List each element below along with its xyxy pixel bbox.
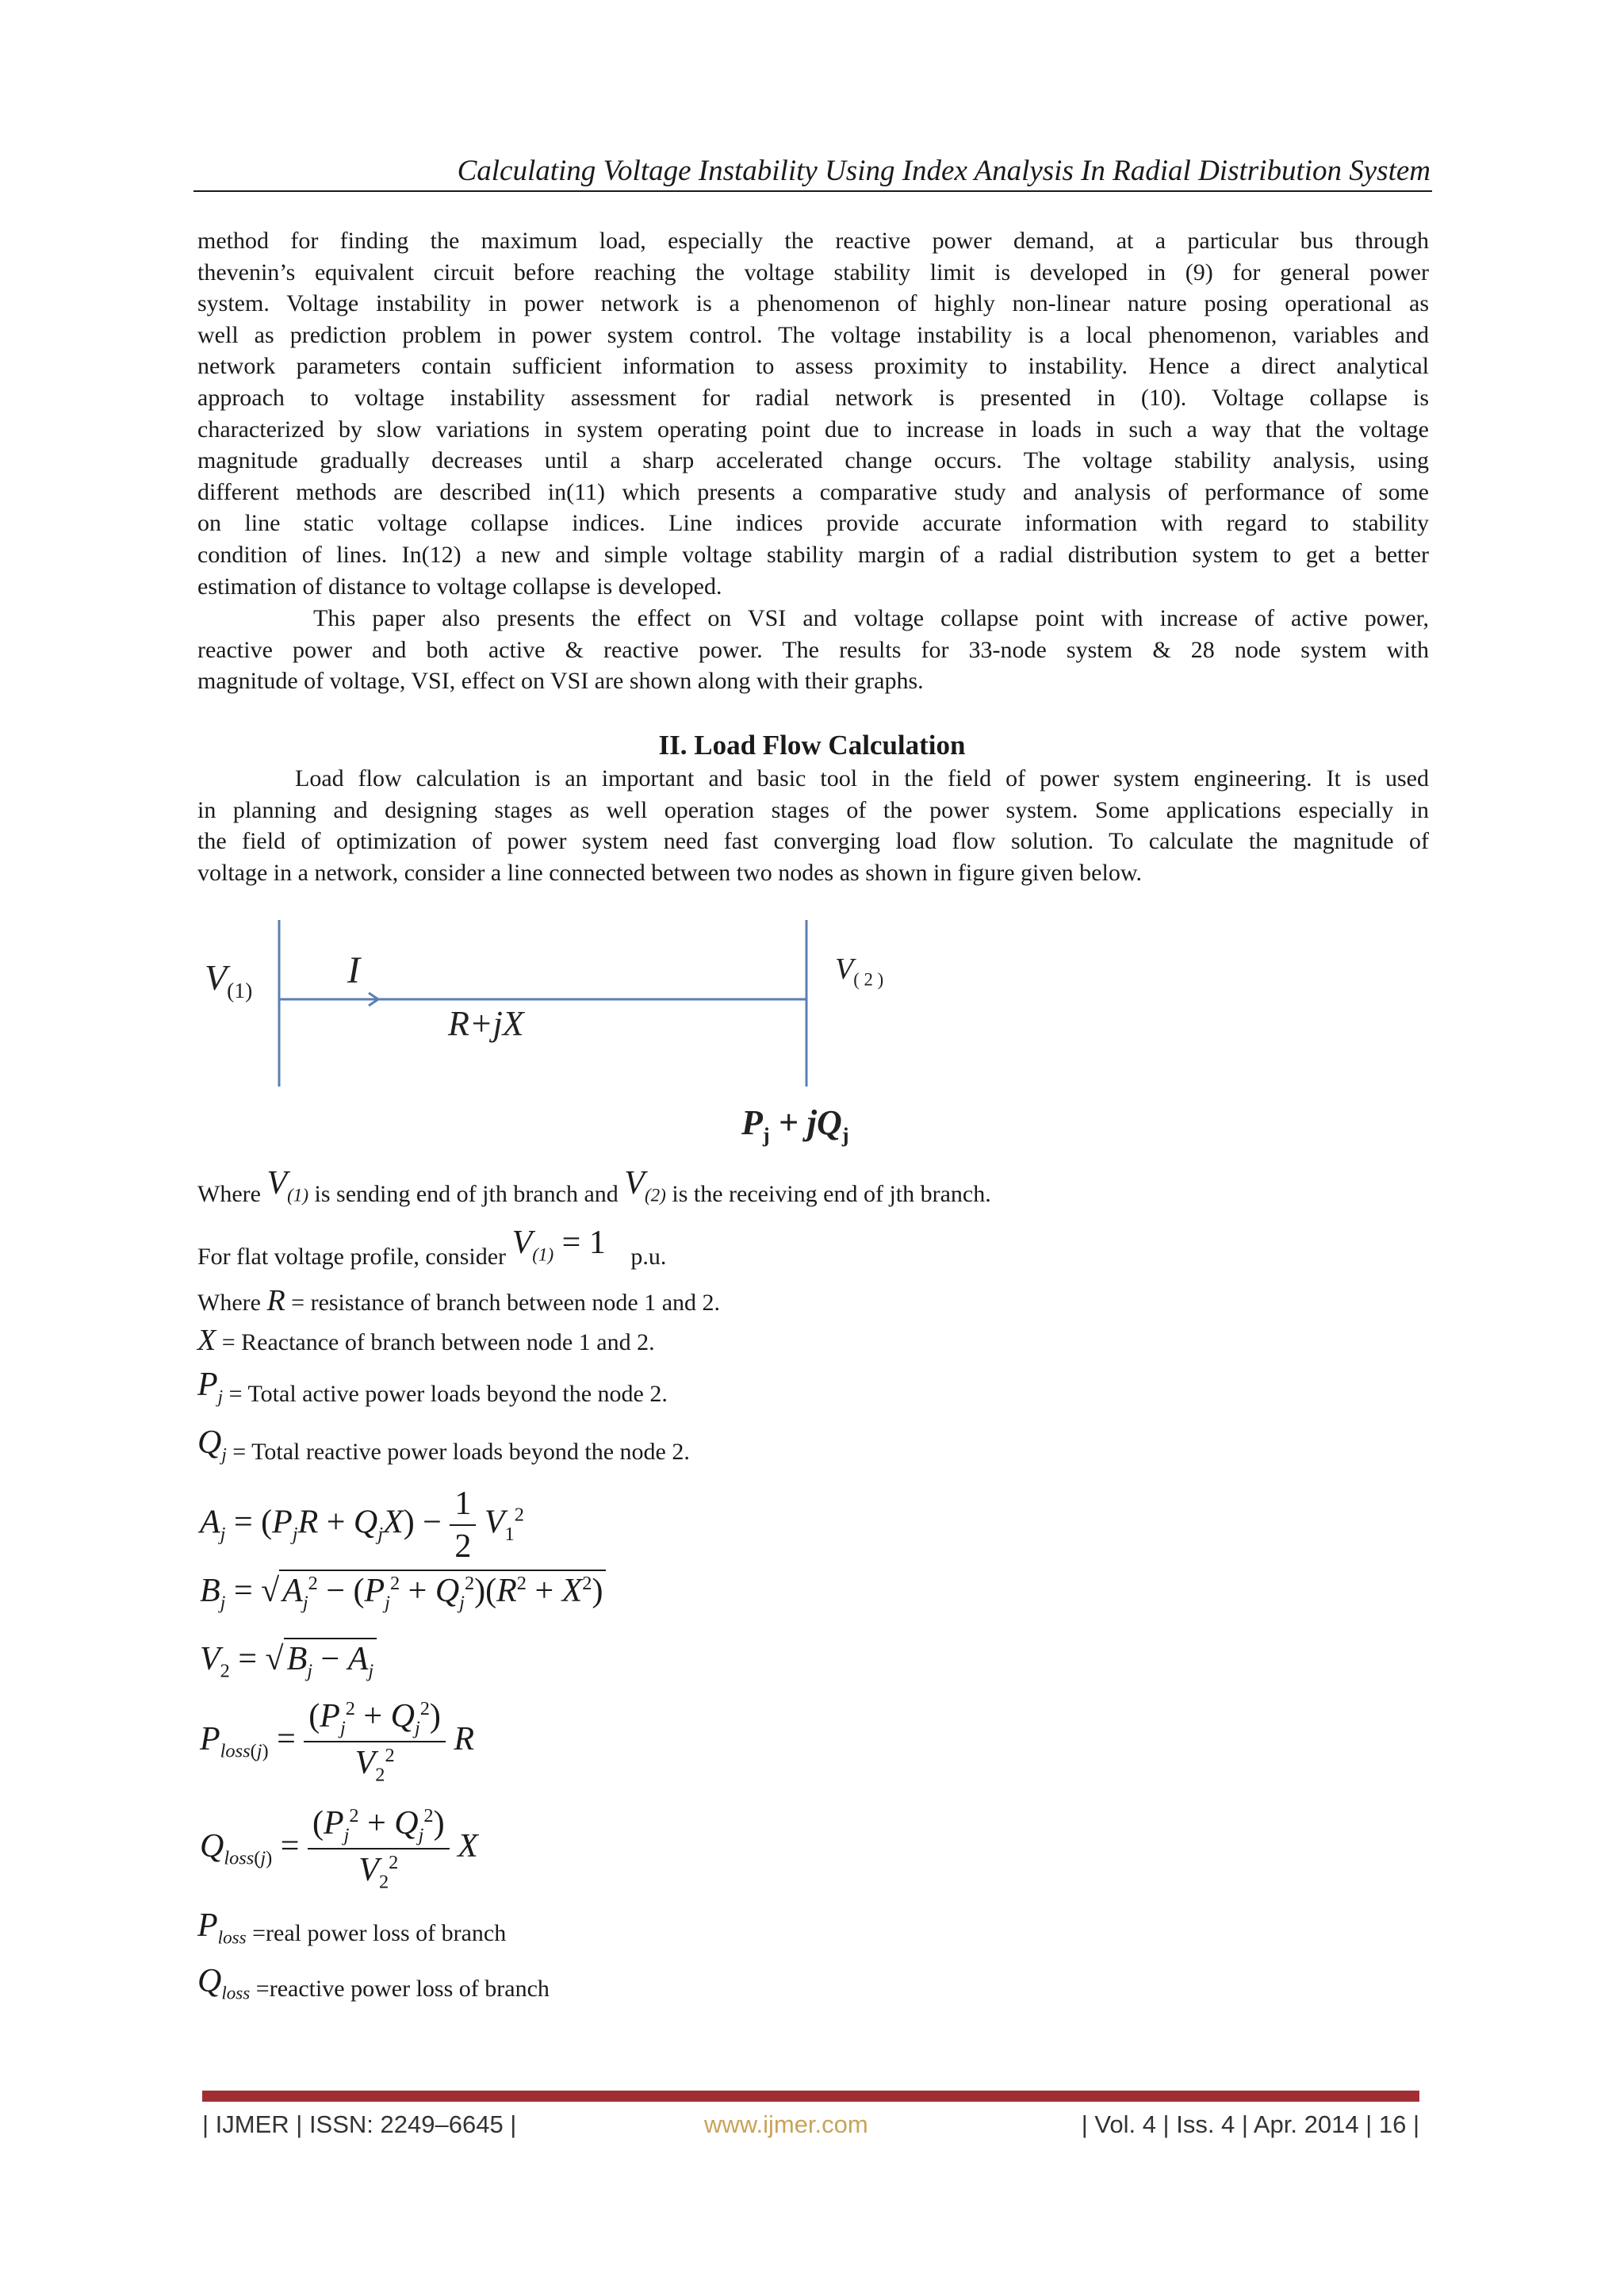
qloss-def-line: $Q_{loss}$ =reactive power loss of branch — [197, 1963, 550, 2003]
header-rule — [193, 190, 1432, 192]
text-line: method for finding the maximum load, especially the reactive power demand, at a particular bus through — [197, 228, 1429, 254]
text-line: on line static voltage collapse indices. Line indices provide accurate information with regard to stability — [197, 510, 1429, 537]
text-line: different methods are described in(11) which presents a comparative study and analysis of performance of some — [197, 478, 1429, 505]
loadflow-paragraph — [197, 763, 1429, 888]
eq-aj: $A_j = (P_jR + Q_jX)$ − $\frac{1}{2}$ $V_1^2$ — [200, 1485, 524, 1565]
text-line: thevenin’s equivalent circuit before reaching the voltage stability limit is developed in (9) for general power — [197, 259, 1429, 286]
eq-bj: $B_j = √A_j^2 - (P_j^2 + Q_j^2)(R^2 + X^2)$ — [200, 1572, 606, 1614]
r-def-line: Where R = resistance of branch between node 1 and 2. — [197, 1284, 721, 1317]
current-label: I — [347, 949, 360, 991]
where-v-line: Where $V_{(1)}$ is sending end of jth branch and $V_{(2)}$ is the receiving end of jth branch. — [197, 1165, 991, 1207]
text-line: magnitude of voltage, VSI, effect on VSI are shown along with their graphs. — [197, 668, 924, 695]
text-line: in planning and designing stages as well operation stages of the power system. Some applications especially in — [197, 796, 1429, 823]
footer-website-link[interactable]: www.ijmer.com — [704, 2110, 868, 2138]
text-line: system. Voltage instability in power network is a phenomenon of highly non-linear nature posing operational as — [197, 290, 1429, 317]
running-header: Calculating Voltage Instability Using Index Analysis In Radial Distribution System — [457, 155, 1431, 187]
ploss-def-line: $P_{loss}$ =real power loss of branch — [197, 1907, 507, 1948]
intro-paragraph — [197, 225, 1429, 602]
text-line: estimation of distance to voltage collapse is developed. — [197, 573, 722, 600]
text-line: Load flow calculation is an important and basic tool in the field of power system engineering. It is used — [295, 765, 1429, 792]
text-line: well as prediction problem in power system control. The voltage instability is a local phenomenon, variables and — [197, 321, 1429, 348]
v2-symbol: $V_{(2)}$ — [624, 1165, 666, 1205]
section-heading: II. Load Flow Calculation — [658, 730, 966, 761]
r-symbol: R — [266, 1284, 285, 1317]
text-line: network parameters contain sufficient information to assess proximity to instability. Hence a direct analytical — [197, 353, 1429, 380]
qj-symbol: $Q_j$ — [197, 1424, 227, 1465]
x-symbol: X — [197, 1324, 216, 1357]
flat-voltage-symbol: $V_{(1)} = 1$ — [511, 1225, 606, 1265]
summary-paragraph — [197, 603, 1429, 697]
ploss-symbol: $P_{loss}$ — [197, 1907, 247, 1948]
pj-def-line: $P_j$ = Total active power loads beyond the node 2. — [197, 1366, 668, 1407]
footer-left: | IJMER | ISSN: 2249–6645 | — [202, 2110, 517, 2138]
pj-symbol: $P_j$ — [197, 1366, 224, 1407]
text-line: characterized by slow variations in system operating point due to increase in loads in such a way that the voltage — [197, 416, 1429, 443]
text-line: the field of optimization of power system need fast converging load flow solution. To calculate the magnitude of — [197, 828, 1429, 855]
x-def-line: X = Reactance of branch between node 1 and 2. — [197, 1324, 655, 1357]
footer-bar — [202, 2091, 1419, 2102]
text-line: condition of lines. In(12) a new and simple voltage stability margin of a radial distribution system to get a better — [197, 541, 1429, 568]
eq-ploss: $P_{loss(j)}$ = $\frac{(P_j^2 + Q_j^2)}{V_2^2}$ R — [200, 1698, 475, 1786]
v2-label: $V_{( 2 )}$ — [835, 953, 884, 990]
footer-right: | Vol. 4 | Iss. 4 | Apr. 2014 | 16 | — [1081, 2110, 1419, 2138]
load-label: $P_j + jQ_j$ — [741, 1103, 849, 1147]
text-line: approach to voltage instability assessment for radial network is presented in (10). Voltage collapse is — [197, 384, 1429, 411]
v1-label: $V_{(1)}$ — [205, 957, 253, 1003]
text-line: magnitude gradually decreases until a sharp accelerated change occurs. The voltage stability analysis, using — [197, 447, 1429, 474]
qj-def-line: $Q_j$ = Total reactive power loads beyond the node 2. — [197, 1424, 690, 1465]
text-line: reactive power and both active & reactive power. The results for 33-node system & 28 node system with — [197, 636, 1429, 663]
text-line: voltage in a network, consider a line connected between two nodes as shown in figure given below. — [197, 859, 1143, 886]
eq-qloss: $Q_{loss(j)}$ = $\frac{(P_j^2 + Q_j^2)}{V_2^2}$ X — [200, 1805, 478, 1893]
v1-symbol: $V_{(1)}$ — [266, 1165, 309, 1205]
text-line: This paper also presents the effect on VSI and voltage collapse point with increase of active power, — [313, 605, 1429, 631]
eq-v2: $V_2 = √B_j - A_j$ — [200, 1640, 377, 1682]
impedance-label: R+jX — [448, 1004, 524, 1043]
flat-profile-line: For flat voltage profile, consider $V_{(1)} = 1$ p.u. — [197, 1225, 667, 1270]
qloss-symbol: $Q_{loss}$ — [197, 1963, 251, 2003]
branch-circuit-figure — [202, 920, 908, 1166]
